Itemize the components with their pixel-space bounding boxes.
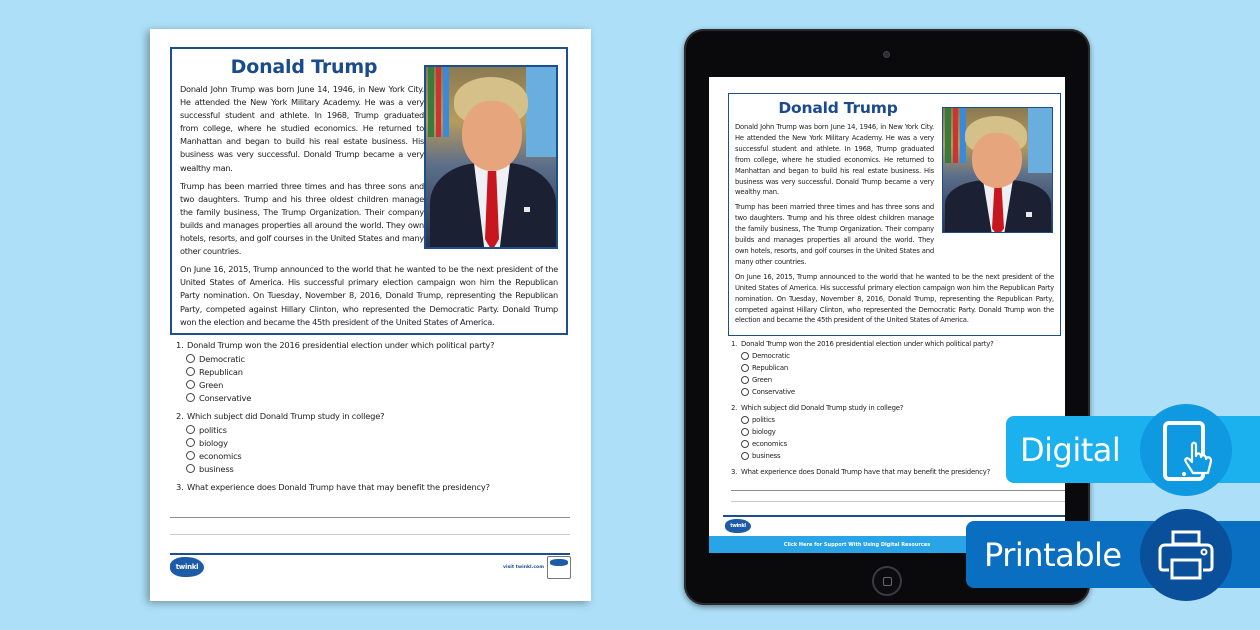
option-conservative[interactable]: Conservative xyxy=(186,391,576,404)
radio-button[interactable] xyxy=(741,452,749,460)
digital-label: Digital xyxy=(1020,430,1121,469)
camera-icon xyxy=(883,51,890,58)
digital-support-link[interactable]: Click Here for Support With Using Digital Resources xyxy=(709,536,1065,553)
option-democratic[interactable]: Democratic xyxy=(741,350,1061,362)
radio-button[interactable] xyxy=(741,352,749,360)
option-economics[interactable]: economics xyxy=(186,449,576,462)
footer-divider xyxy=(170,553,570,555)
question-1: 1. Donald Trump won the 2016 presidential election under which political party? xyxy=(176,340,495,350)
question-1-options xyxy=(186,352,576,404)
tablet-device xyxy=(684,29,1090,605)
bio-paragraph-1: Donald John Trump was born June 14, 1946, in New York City. He attended the New York Military Academy. He was a very successful student and athlete. In 1968, Trump graduated from college, where he studied economics. He returned to Manhattan and began to build his real estate business. His business was very successful. Donald Trump became a very wealthy man. xyxy=(735,123,934,197)
radio-button[interactable] xyxy=(186,354,195,363)
bio-paragraph-3: On June 16, 2015, Trump announced to the world that he wanted to be the next president of the United States of America. His successful primary election campaign won him the Republican Party nomination. On Tuesday, November 8, 2016, Donald Trump, representing the Republican Party, competed against Hillary Clinton, who represented the Democratic Party. Donald Trump won the election and became the 45th president of the United States of America. xyxy=(180,264,558,327)
footer-divider xyxy=(723,515,1065,517)
option-business[interactable]: business xyxy=(186,462,576,475)
radio-button[interactable] xyxy=(186,425,195,434)
answer-line-1[interactable] xyxy=(170,517,570,518)
answer-line-2[interactable] xyxy=(170,534,570,535)
printable-label: Printable xyxy=(984,535,1122,574)
option-republican[interactable]: Republican xyxy=(741,362,1061,374)
portrait-photo xyxy=(942,107,1053,233)
radio-button[interactable] xyxy=(186,451,195,460)
biography-box xyxy=(170,47,568,335)
question-1-options xyxy=(741,350,1061,398)
bio-paragraph-1: Donald John Trump was born June 14, 1946, in New York City. He attended the New York Military Academy. He was a very successful student and athlete. In 1968, Trump graduated from college, where he studied economics. He returned to Manhattan and began to build his real estate business. His business was very successful. Donald Trump became a very wealthy man. xyxy=(180,84,424,173)
radio-button[interactable] xyxy=(741,376,749,384)
option-green[interactable]: Green xyxy=(186,378,576,391)
question-3: 3. What experience does Donald Trump have that may benefit the presidency? xyxy=(731,468,991,476)
question-1: 1. Donald Trump won the 2016 presidential election under which political party? xyxy=(731,340,994,348)
biography-box xyxy=(728,93,1061,336)
bio-paragraph-3: On June 16, 2015, Trump announced to the world that he wanted to be the next president of the United States of America. His successful primary election campaign won him the Republican Party nomination. On Tuesday, November 8, 2016, Donald Trump, representing the Republican Party, competed against Hillary Clinton, who represented the Democratic Party. Donald Trump won the election and became the 45th president of the United States of America. xyxy=(735,272,1054,325)
radio-button[interactable] xyxy=(186,438,195,447)
printable-worksheet-page xyxy=(150,29,591,601)
portrait-image xyxy=(943,108,1052,232)
quality-badge-icon xyxy=(547,556,571,579)
bio-paragraph-2: Trump has been married three times and has three sons and two daughters. Trump and his three oldest children manage the family business, The Trump Organization. Their company builds and manages properties all around the world. They own hotels, resorts, and golf courses in the United States and many other countries. xyxy=(735,203,934,266)
answer-line-1[interactable] xyxy=(731,490,1065,491)
radio-button[interactable] xyxy=(741,388,749,396)
option-politics[interactable]: politics xyxy=(741,414,1061,426)
worksheet-title: Donald Trump xyxy=(230,56,378,78)
question-2: 2. Which subject did Donald Trump study in college? xyxy=(731,404,904,412)
radio-button[interactable] xyxy=(741,364,749,372)
question-2: 2. Which subject did Donald Trump study in college? xyxy=(176,411,385,421)
radio-button[interactable] xyxy=(186,380,195,389)
option-green[interactable]: Green xyxy=(741,374,1061,386)
option-republican[interactable]: Republican xyxy=(186,365,576,378)
option-biology[interactable]: biology xyxy=(186,436,576,449)
option-politics[interactable]: politics xyxy=(186,423,576,436)
portrait-image xyxy=(426,67,556,247)
visit-website-text: visit twinkl.com xyxy=(503,565,544,570)
option-biology[interactable]: biology xyxy=(741,426,1061,438)
radio-button[interactable] xyxy=(741,416,749,424)
radio-button[interactable] xyxy=(741,428,749,436)
option-democratic[interactable]: Democratic xyxy=(186,352,576,365)
worksheet-title: Donald Trump xyxy=(778,99,898,117)
option-conservative[interactable]: Conservative xyxy=(741,386,1061,398)
twinkl-logo: twinkl xyxy=(725,519,751,533)
bio-paragraph-2: Trump has been married three times and has three sons and two daughters. Trump and his three oldest children manage the family business, The Trump Organization. Their company builds and manages properties all around the world. They own hotels, resorts, and golf courses in the United States and many other countries. xyxy=(180,180,424,257)
radio-button[interactable] xyxy=(186,367,195,376)
option-economics[interactable]: economics xyxy=(741,438,1061,450)
question-2-options xyxy=(186,423,576,475)
radio-button[interactable] xyxy=(186,464,195,473)
portrait-photo xyxy=(424,65,558,249)
radio-button[interactable] xyxy=(186,393,195,402)
twinkl-logo: twinkl xyxy=(170,557,204,577)
question-3: 3. What experience does Donald Trump have that may benefit the presidency? xyxy=(176,482,490,492)
tablet-touch-icon xyxy=(1140,404,1232,496)
radio-button[interactable] xyxy=(741,440,749,448)
printer-icon xyxy=(1140,509,1232,601)
option-business[interactable]: business xyxy=(741,450,1061,462)
questions-section xyxy=(176,340,576,494)
answer-line-2[interactable] xyxy=(731,501,1065,502)
home-button[interactable] xyxy=(872,566,902,596)
